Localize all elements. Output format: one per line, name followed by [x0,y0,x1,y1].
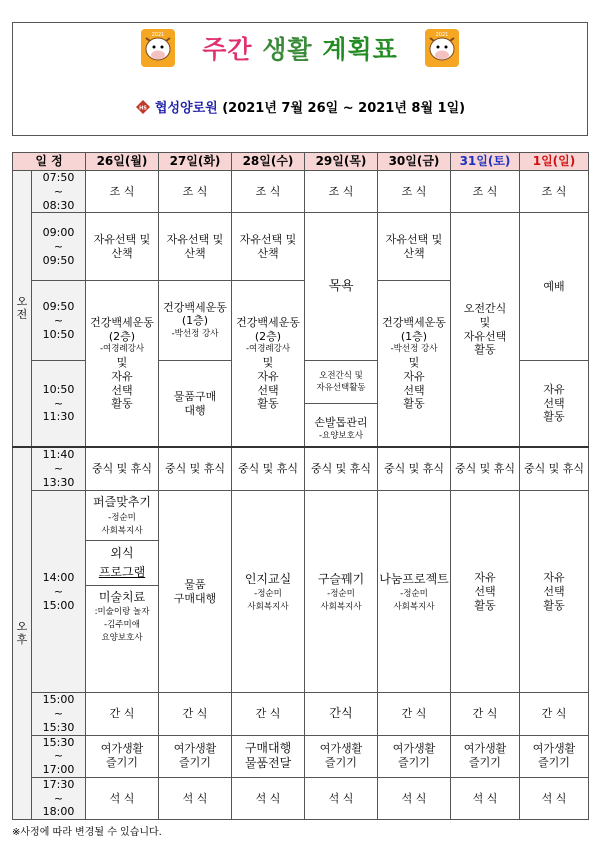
time-slot: 15:30 ~ 17:00 [32,735,86,777]
header-day: 30일(금) [378,153,451,171]
svg-text:HS: HS [138,105,147,112]
header-day: 26일(월) [86,153,159,171]
svg-text:2021: 2021 [435,32,449,38]
cell: 여가생활 즐기기 [451,735,520,777]
cell-sat-am: 오전간식 및 자유선택 활동 [451,213,520,447]
cell: 자유선택 및 산책 [378,213,451,281]
cell: 조 식 [305,171,378,213]
cell-fri-health: 건강백세운동 (1층) -박선정 강사 및 자유 선택 활동 [378,281,451,447]
header-day: 1일(일) [520,153,589,171]
header-day: 29일(목) [305,153,378,171]
cell: 간 식 [86,693,159,735]
cell: 자유선택 및 산책 [232,213,305,281]
cell: 여가생활 즐기기 [305,735,378,777]
pm-label: 오 후 [13,447,32,820]
time-slot: 09:00 ~ 09:50 [32,213,86,281]
cell: 중식 및 휴식 [159,447,232,491]
cell: 조 식 [232,171,305,213]
cell-bath: 목욕 [305,213,378,361]
cell: 여가생활 즐기기 [86,735,159,777]
cell: 석 식 [305,777,378,819]
cell: 자유선택 및 산책 [86,213,159,281]
cell: 간 식 [378,693,451,735]
org-logo-icon [135,99,151,115]
header-day: 27일(화) [159,153,232,171]
cell: 자유선택 및 산책 [159,213,232,281]
cell: 간 식 [232,693,305,735]
cell: 석 식 [232,777,305,819]
cell: 조 식 [520,171,589,213]
cell-worship: 예배 [520,213,589,361]
time-slot: 09:50 ~ 10:50 [32,281,86,361]
cell: 구매대행 물품전달 [232,735,305,777]
cell: 중식 및 휴식 [520,447,589,491]
header-row [13,153,589,171]
header-schedule: 일 정 [13,153,86,171]
time-slot: 07:50 ~ 08:30 [32,171,86,213]
header-day: 31일(토) [451,153,520,171]
period: (2021년 7월 26일 ~ 2021년 8월 1일) [222,101,466,116]
cell-tue-health: 건강백세운동 (1층) -박선정 강사 [159,281,232,361]
cell: 석 식 [451,777,520,819]
header-day: 28일(수) [232,153,305,171]
cell: 여가생활 즐기기 [159,735,232,777]
cell-tue-shop: 물품구매 대행 [159,361,232,447]
cell: 중식 및 휴식 [86,447,159,491]
schedule-table [12,152,589,820]
cell: 석 식 [378,777,451,819]
time-slot: 14:00 ~ 15:00 [32,491,86,693]
time-slot: 17:30 ~ 18:00 [32,777,86,819]
cell: 간 식 [159,693,232,735]
subtitle [0,97,600,116]
am-label: 오 전 [13,171,32,447]
cell-thu-1050: 오전간식 및 자유선택활동 손발톱관리 -요양보호사 [305,361,378,447]
cell: 조 식 [159,171,232,213]
cell-mon-pm: 퍼즐맞추기 -정순미 사회복지사 외식 프로그램 미술치료 :미술이랑 놀자 -김주미애 요양보호사 [86,491,159,693]
cell: 간 식 [451,693,520,735]
cell: 여가생활 즐기기 [378,735,451,777]
cell: 석 식 [86,777,159,819]
cell: 중식 및 휴식 [451,447,520,491]
page-title: 주간 생활 계획표 [202,35,398,64]
cell: 중식 및 휴식 [305,447,378,491]
footer-note: ※사정에 따라 변경될 수 있습니다. [12,827,162,838]
cell: 조 식 [378,171,451,213]
cell-sun-free: 자유 선택 활동 [520,361,589,447]
cell: 조 식 [451,171,520,213]
cell-sun-pm: 자유 선택 활동 [520,491,589,693]
time-slot: 11:40 ~ 13:30 [32,447,86,491]
cell-sat-pm: 자유 선택 활동 [451,491,520,693]
svg-text:2021: 2021 [151,32,165,38]
cell: 여가생활 즐기기 [520,735,589,777]
cell-fri-pm: 나눔프로젝트 -정순미 사회복지사 [378,491,451,693]
time-slot: 15:00 ~ 15:30 [32,693,86,735]
cell: 간식 [305,693,378,735]
cell: 조 식 [86,171,159,213]
org-name: 협성양로원 [154,101,218,116]
cell: 석 식 [159,777,232,819]
cell: 중식 및 휴식 [232,447,305,491]
cell-wed-pm: 인지교실 -정순미 사회복지사 [232,491,305,693]
cell-mon-health: 건강백세운동 (2층) -여경례강사 및 자유 선택 활동 [86,281,159,447]
cell-tue-pm: 물품 구매대행 [159,491,232,693]
cell: 석 식 [520,777,589,819]
cell: 중식 및 휴식 [378,447,451,491]
cell: 간 식 [520,693,589,735]
cell-wed-health: 건강백세운동 (2층) -여경례강사 및 자유 선택 활동 [232,281,305,447]
time-slot: 10:50 ~ 11:30 [32,361,86,447]
cell-thu-pm: 구슬꿰기 -정순미 사회복지사 [305,491,378,693]
